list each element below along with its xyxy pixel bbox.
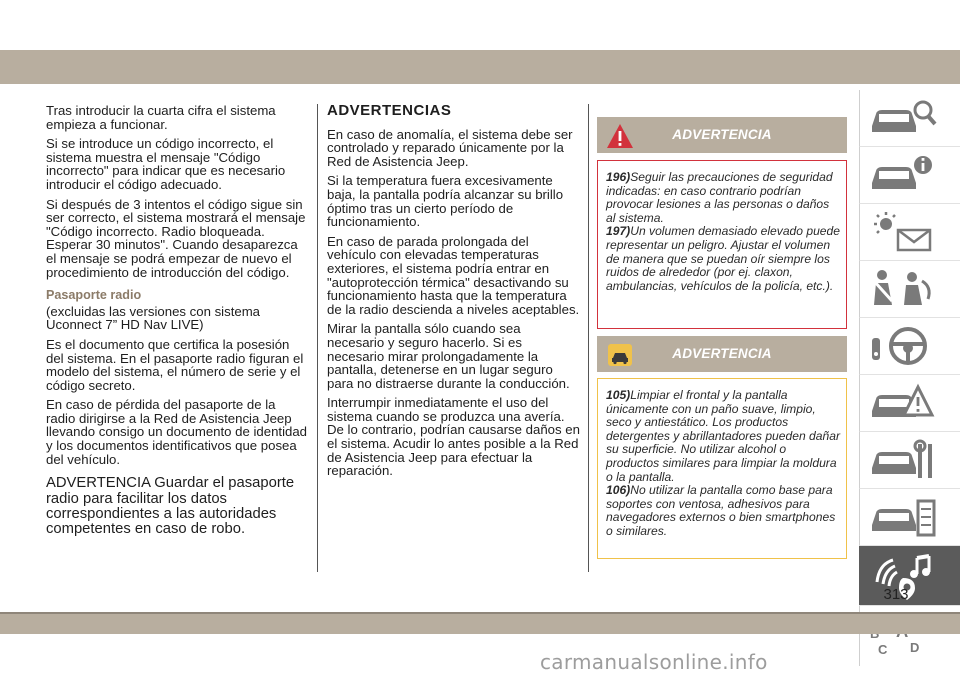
paragraph: (excluidas las versiones con sistema Uconnect 7” HD Nav LIVE): [46, 303, 261, 333]
note-text: Limpiar el frontal y la pantalla únicamente con un paño suave, limpio, seco y antiestático. Los productos detergentes y abrillantadores pueden dañar su superficie. No utilizar alcohol o productos similares para limpiar la moldura o la pantalla.: [606, 388, 840, 484]
index-letter: D: [910, 640, 920, 655]
note-text: Un volumen demasiado elevado puede representar un peligro. Ajustar el volumen de manera que se puedan oír siempre los ruidos de alrededor (por ej. claxon, ambulancias, vehículos de la policía, etc.).: [606, 224, 840, 293]
footer-band: [0, 612, 960, 634]
paragraph: En caso de anomalía, el sistema debe ser controlado y reparado únicamente por la Red de Asistencia Jeep.: [327, 126, 573, 169]
note-number: 197): [606, 224, 631, 239]
header-band: [0, 50, 960, 84]
column-middle: [327, 104, 580, 484]
warning-header: [597, 336, 847, 372]
tab-car-info[interactable]: [859, 147, 960, 204]
paragraph: Mirar la pantalla sólo cuando sea necesario y seguro hacerlo. Si es necesario mirar prolongadamente la pantalla, detenerse en un lugar seguro para no distraerse durante la conducción.: [327, 321, 570, 391]
seatbelt-airbag-icon: [868, 267, 938, 311]
paragraph: Interrumpir inmediatamente el uso del sistema cuando se produzca una avería. De lo contrario, podrían causarse daños en el sistema. Acudir lo antes posible a la Red de Asistencia Jeep para efectuar la reparación.: [327, 395, 580, 479]
page-number: 313: [883, 586, 909, 603]
index-letter: C: [878, 642, 888, 657]
paragraph: En caso de parada prolongada del vehículo con elevadas temperaturas exteriores, el sistema podría entrar en "autoprotección térmica" desactivando su funcionamiento hasta que la temperatura de la radio descienda a niveles aceptables.: [327, 233, 580, 317]
note-number: 105): [606, 388, 631, 402]
warning-title: ADVERTENCIA: [672, 127, 772, 142]
note-number: 106): [606, 483, 631, 498]
steering-wheel-icon: [868, 324, 938, 368]
paragraph: En caso de pérdida del pasaporte de la radio dirigirse a la Red de Asistencia Jeep llevando consigo un documento de identidad y los documentos identificativos que posea del vehículo.: [46, 397, 308, 467]
section-subheading: Pasaporte radio: [46, 288, 142, 303]
car-info-icon: [868, 153, 938, 197]
warning-title: ADVERTENCIA: [672, 346, 772, 361]
light-message-icon: [868, 210, 938, 254]
car-specs-icon: [868, 495, 938, 539]
tab-emergency[interactable]: [859, 375, 960, 432]
car-tools-icon: [868, 438, 938, 482]
paragraph: Si se introduce un código incorrecto, el sistema muestra el mensaje "Código incorrecto" para indicar que es necesario introducir el código adecuado.: [46, 136, 286, 192]
column-divider: [588, 104, 589, 572]
note-number: 196): [606, 170, 631, 184]
column-left: [46, 104, 308, 544]
tab-car-search[interactable]: [859, 90, 960, 147]
tab-safety[interactable]: [859, 261, 960, 318]
tab-starting-driving[interactable]: [859, 318, 960, 375]
note-text: No utilizar la pantalla como base para soportes con ventosa, adhesivos para navegadores externos o bien smartphones o similares.: [606, 483, 836, 538]
car-search-icon: [868, 96, 938, 140]
tab-technical-specs[interactable]: [859, 489, 960, 546]
tab-servicing[interactable]: [859, 432, 960, 489]
paragraph: Si la temperatura fuera excesivamente baja, la pantalla podría alcanzar su brillo óptimo tras un cierto período de funcionamiento.: [327, 173, 564, 230]
warning-box: [597, 378, 847, 559]
paragraph: Es el documento que certifica la posesión del sistema. En el pasaporte radio figuran el modelo del sistema, el número de serie y el código secreto.: [46, 336, 304, 393]
paragraph: Tras introducir la cuarta cifra el sistema empieza a funcionar.: [46, 103, 276, 132]
section-heading: ADVERTENCIAS: [327, 102, 452, 119]
car-warning-triangle-icon: [868, 381, 938, 425]
note-text: Seguir las precauciones de seguridad indicadas: en caso contrario podrían provocar lesiones a las personas o daños al sistema.: [606, 170, 833, 225]
warning-header: [597, 117, 847, 153]
column-divider: [317, 104, 318, 572]
warning-box: [597, 160, 847, 329]
watermark: carmanualsonline.info: [540, 650, 768, 674]
note-paragraph: ADVERTENCIA Guardar el pasaporte radio para facilitar los datos correspondientes a las autoridades competentes en caso de robo.: [46, 475, 295, 538]
tab-lights-messages[interactable]: [859, 204, 960, 261]
paragraph: Si después de 3 intentos el código sigue sin ser correcto, el sistema mostrará el mensaje "Código incorrecto. Radio bloqueada. Esperar 30 minutos". Cuando desaparezca el mensaje se podrá empezar de nuevo el procedimiento de introducción del código.: [46, 196, 306, 280]
